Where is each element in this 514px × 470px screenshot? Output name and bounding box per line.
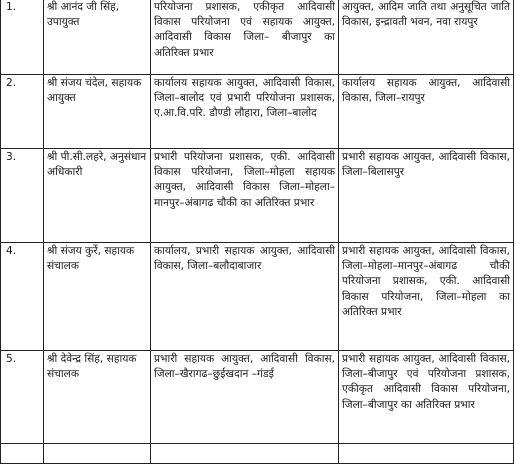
serial-number: 5. (1, 351, 44, 444)
table-row (1, 243, 514, 351)
officer-name-designation: श्री संजय कुर्रे, सहायक संचालक (44, 243, 151, 351)
table-row (1, 0, 514, 75)
table-row-partial (1, 444, 514, 464)
table-row (1, 149, 514, 243)
serial-number: 3. (1, 149, 44, 243)
officer-name-designation: श्री पी.सी.लहरे, अनुसंधान अधिकारी (44, 149, 151, 243)
serial-number-cut-off (1, 444, 44, 464)
new-posting: आयुक्त, आदिम जाति तथा अनुसूचित जाति विकास, इन्द्रावती भवन, नवा रायपुर (339, 0, 514, 75)
new-posting: प्रभारी सहायक आयुक्त, आदिवासी विकास, जिला–बीजापुर एवं परियोजना प्रशासक, एकीकृत आदिवासी विकास परियोजना, जिला–बीजापुर का अतिरिक्त प्रभार (339, 351, 514, 444)
current-posting: परियोजना प्रशासक, एकीकृत आदिवासी विकास परियोजना एवं सहायक आयुक्त, आदिवासी विकास जिला– बीजापुर का अतिरिक्त प्रभार (151, 0, 339, 75)
officer-name-designation: श्री संजय चंदेल, सहायक आयुक्त (44, 75, 151, 149)
new-posting-cut-off (339, 444, 514, 464)
current-posting-cut-off (151, 444, 339, 464)
officer-name-designation: श्री देवेन्द्र सिंह, सहायक संचालक (44, 351, 151, 444)
current-posting: प्रभारी सहायक आयुक्त, आदिवासी विकास, जिला–खैरागढ–छुईखदान –गंडई (151, 351, 339, 444)
serial-number: 1. (1, 0, 44, 75)
table-row (1, 351, 514, 444)
officer-name-designation: श्री आनंद जी सिंह, उपायुक्त (44, 0, 151, 75)
officer-name-cut-off (44, 444, 151, 464)
serial-number: 4. (1, 243, 44, 351)
new-posting: प्रभारी सहायक आयुक्त, आदिवासी विकास, जिला–बिलासपुर (339, 149, 514, 243)
current-posting: प्रभारी परियोजना प्रशासक, एकी. आदिवासी विकास परियोजना, जिला–मोहला सहायक आयुक्त, आदिवासी विकास जिला–मोहला–मानपुर–अंबागढ चौकी का अतिरिक्त प्रभार (151, 149, 339, 243)
current-posting: कार्यालय, प्रभारी सहायक आयुक्त, आदिवासी विकास, जिला–बलौदाबाजार (151, 243, 339, 351)
serial-number: 2. (1, 75, 44, 149)
new-posting: प्रभारी सहायक आयुक्त, आदिवासी विकास, जिला–मोहला–मानपुर–अंबागढ चौकी परियोजना प्रशासक, एकी. आदिवासी विकास परियोजना, जिला–मोहला का अतिरिक्त प्रभार (339, 243, 514, 351)
table-row (1, 75, 514, 149)
new-posting: कार्यालय सहायक आयुक्त, आदिवासी विकास, जिला–रायपुर (339, 75, 514, 149)
current-posting: कार्यालय सहायक आयुक्त, आदिवासी विकास, जिला–बालोद एवं प्रभारी परियोजना प्रशासक, ए.आ.वि.परि. डौण्डी लौहारा, जिला–बालोद (151, 75, 339, 149)
